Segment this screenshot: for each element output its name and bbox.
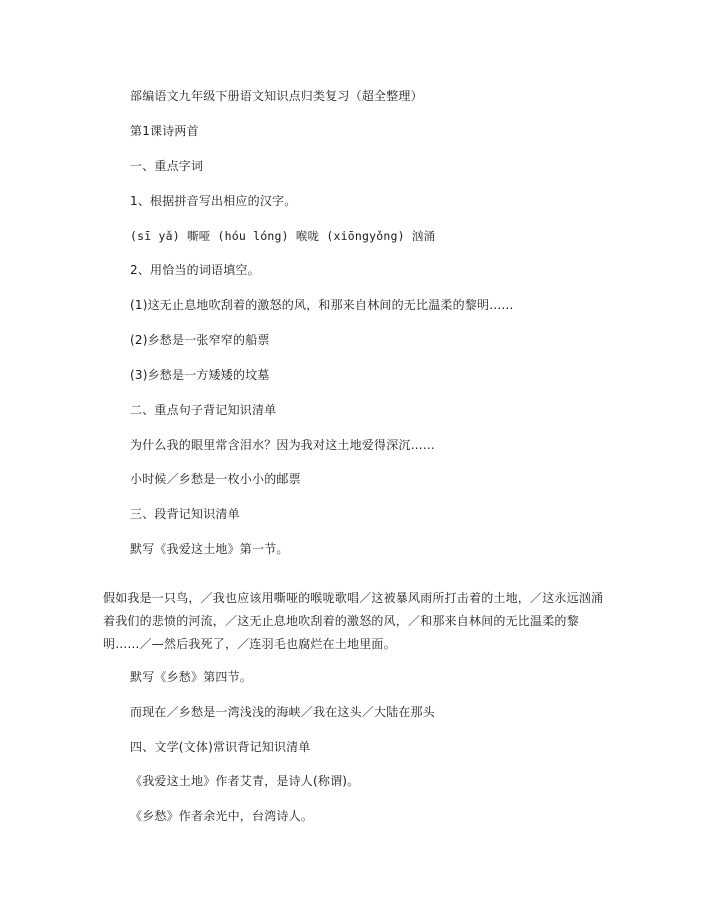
literature-line-1: 《我爱这土地》作者艾青，是诗人(称谓)。 bbox=[130, 774, 360, 788]
question-fill-blank: 2、用恰当的词语填空。 bbox=[130, 263, 260, 277]
sentence-line-1: 为什么我的眼里常含泪水？因为我对这土地爱得深沉…… bbox=[130, 438, 436, 452]
dictation-instruction-1: 默写《我爱这土地》第一节。 bbox=[130, 542, 289, 556]
literature-line-2: 《乡愁》作者余光中，台湾诗人。 bbox=[130, 809, 314, 823]
section-heading-sentences: 二、重点句子背记知识清单 bbox=[130, 403, 277, 417]
poem-paragraph-1: 假如我是一只鸟，／我也应该用嘶哑的喉咙歌唱／这被暴风雨所打击着的土地，／这永远汹涌着我们的悲愤的河流，／这无止息地吹刮着的激怒的风，／和那来自林间的无比温柔的黎明……／—然后我死了，／连羽毛也腐烂在土地里面。 bbox=[103, 591, 604, 651]
dictation-instruction-2: 默写《乡愁》第四节。 bbox=[130, 670, 253, 684]
pinyin-line: (sī yǎ) 嘶哑 (hóu lóng) 喉咙 (xiōngyǒng) 汹涌 bbox=[130, 229, 436, 243]
question-pinyin: 1、根据拼音写出相应的汉字。 bbox=[130, 194, 297, 208]
fill-item-3: (3)乡愁是一方矮矮的坟墓 bbox=[130, 368, 270, 382]
poem-paragraph-2: 而现在／乡愁是一湾浅浅的海峡／我在这头／大陆在那头 bbox=[130, 705, 436, 719]
fill-item-2: (2)乡愁是一张窄窄的船票 bbox=[130, 333, 270, 347]
section-heading-passages: 三、段背记知识清单 bbox=[130, 507, 240, 521]
section-heading-literature: 四、文学(文体)常识背记知识清单 bbox=[130, 740, 311, 754]
section-heading-key-words: 一、重点字词 bbox=[130, 159, 204, 173]
fill-item-1: (1)这无止息地吹刮着的激怒的风，和那来自林间的无比温柔的黎明…… bbox=[130, 298, 514, 312]
document-title: 部编语文九年级下册语文知识点归类复习（超全整理） bbox=[130, 89, 423, 103]
lesson-heading: 第1课诗两首 bbox=[130, 124, 199, 138]
sentence-line-2: 小时候／乡愁是一枚小小的邮票 bbox=[130, 472, 301, 486]
